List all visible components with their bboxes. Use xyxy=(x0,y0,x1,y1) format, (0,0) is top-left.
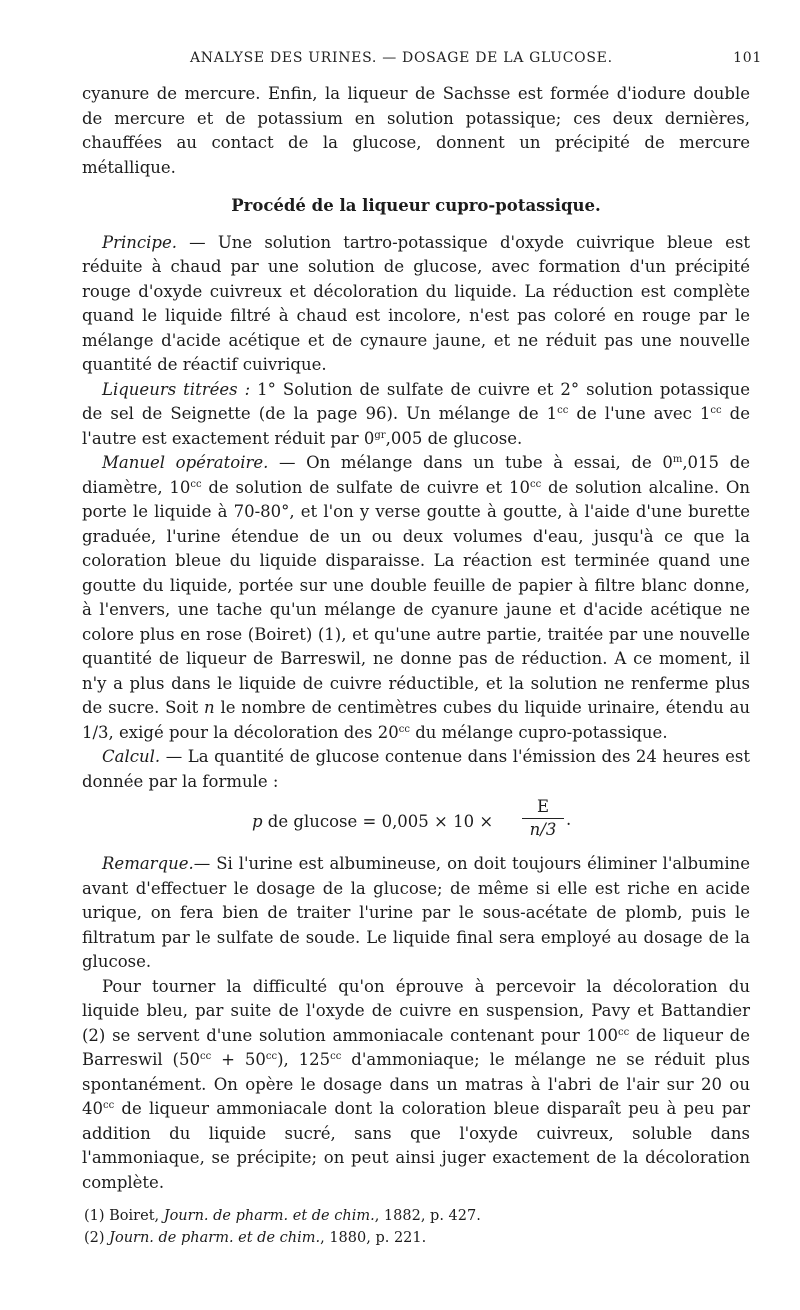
remarque-text: — Si l'urine est albumineuse, on doit toujours éliminer l'albumine avant d'effectuer le dosage de la glucose; de même si elle est riche en acide urique, on fera bien de traiter l'urine par le sous-acétate de plomb, puis le filtratum par le sulfate de soude. Le liquide final sera employé au dosage de la glucose. xyxy=(82,854,750,971)
variable-n: n xyxy=(204,698,215,717)
pavy-text-e: d'ammoniaque; le mélange ne se réduit plus spontanément. On opère le dosage dans un matras à l'abri de l'air sur 20 ou 40 xyxy=(82,1050,750,1118)
pavy-text-b: de liqueur de Barreswil (50 xyxy=(82,1025,750,1069)
liqueurs-text-c: de l'autre est exactement réduit par 0 xyxy=(82,404,750,448)
label-remarque: Remarque. xyxy=(102,854,194,873)
page-number: 101 xyxy=(733,50,762,66)
unit-m: m xyxy=(672,454,683,465)
running-header xyxy=(80,50,762,74)
formula-variable-p: p xyxy=(252,812,263,831)
manuel-text-c: de solution de sulfate de cuivre et 10 xyxy=(201,477,530,497)
paragraph-text: cyanure de mercure. Enfin, la liqueur de Sachsse est formée d'iodure double de mercure et de potassium en solution potassique; ces deux dernières, chauffées au contact de la glucose, donnent un précipité de mercure métallique. xyxy=(82,84,750,177)
unit-gr: gr xyxy=(374,429,386,441)
manuel-text-b: ,015 de diamètre, 10 xyxy=(82,453,751,497)
label-calcul: Calcul. xyxy=(102,747,161,766)
manuel-text-e: le nombre de centimètres cubes du liquide urinaire, étendu au 1/3, exigé pour la décoloration des 20 xyxy=(82,698,750,742)
unit-cc: cc xyxy=(103,1100,115,1111)
pavy-text-a: Pour tourner la difficulté qu'on éprouve à percevoir la décoloration du liquide bleu, par suite de l'oxyde de cuivre en suspension, Pavy et Battandier (2) se servent d'une solution ammoniacale contenant pour 100 xyxy=(82,976,750,1045)
footnote-1-journal: Journ. de pharm. et de chim. xyxy=(163,1208,375,1224)
section-heading: Procédé de la liqueur cupro-potassique. xyxy=(231,196,601,215)
unit-cc: cc xyxy=(200,1051,212,1062)
label-liqueurs: Liqueurs titrées : xyxy=(102,379,251,399)
paragraph-manuel xyxy=(82,451,750,745)
formula-lhs xyxy=(252,810,493,835)
paragraph-liqueurs xyxy=(82,378,750,452)
footnote-2 xyxy=(84,1227,750,1249)
pavy-text-f: de liqueur ammoniacale dont la coloration bleue disparaît peu à peu par addition du liquide sucré, sans que l'oxyde cuivreux, soluble dans l'ammoniaque, se précipite; on peut ainsi juger exactement de la décoloration complète. xyxy=(82,1099,750,1192)
footnote-1-author: Boiret, xyxy=(104,1208,164,1224)
principe-text: — Une solution tartro-potassique d'oxyde cuivrique bleue est réduite à chaud par une solution de glucose, avec formation d'un précipité rouge d'oxyde cuivreux et décoloration du liquide. La réduction est complète quand le liquide filtré à chaud est incolore, n'est pas coloré en rouge par le mélange d'acide acétique et de cynaure jaune, et ne réduit pas une nouvelle quantité de réactif cuivrique. xyxy=(82,232,750,374)
paragraph-remarque xyxy=(82,852,750,975)
footnotes xyxy=(82,1205,750,1249)
footnote-1 xyxy=(84,1205,750,1227)
footnote-1-citation: , 1882, p. 427. xyxy=(374,1208,481,1224)
formula-numerator: E xyxy=(522,796,564,819)
glucose-formula xyxy=(82,797,750,842)
manuel-text-f: du mélange cupro-potassique. xyxy=(409,722,668,742)
liqueurs-text-d: ,005 de glucose. xyxy=(385,428,523,448)
formula-lhs-text: de glucose = 0,005 × 10 × xyxy=(262,812,494,831)
liqueurs-text-a: 1° Solution de sulfate de cuivre et 2° solution potassique de sel de Seignette (de la page 96). Un mélange de 1 xyxy=(82,379,750,423)
running-title: ANALYSE DES URINES. — DOSAGE DE LA GLUCOSE. xyxy=(190,50,613,66)
paragraph-continuation xyxy=(82,82,750,180)
unit-cc: cc xyxy=(557,405,569,416)
pavy-text-c: + 50 xyxy=(211,1050,266,1069)
formula-fraction xyxy=(522,796,564,841)
unit-cc: cc xyxy=(617,1026,630,1038)
label-manuel: Manuel opératoire. xyxy=(102,453,269,472)
footnote-2-citation: , 1880, p. 221. xyxy=(320,1230,427,1246)
footnote-1-number: (1) xyxy=(84,1208,105,1224)
manuel-text-a: — On mélange dans un tube à essai, de 0 xyxy=(268,453,673,472)
footnote-2-journal: Journ. de pharm. et de chim. xyxy=(109,1230,321,1246)
unit-cc: cc xyxy=(330,1051,342,1062)
unit-cc: cc xyxy=(265,1051,278,1062)
label-principe: Principe. xyxy=(102,232,177,252)
calcul-text: — La quantité de glucose contenue dans l'émission des 24 heures est donnée par la formule : xyxy=(82,747,750,791)
paragraph-pavy xyxy=(82,975,750,1196)
liqueurs-text-b: de l'une avec 1 xyxy=(568,404,711,423)
formula-period: . xyxy=(566,810,572,829)
unit-cc: cc xyxy=(398,723,410,735)
unit-cc: cc xyxy=(710,405,722,416)
unit-cc: cc xyxy=(190,478,202,490)
manuel-text-d: de solution alcaline. On porte le liquide à 70-80°, et l'on y verse goutte à goutte, à l'aide d'une burette graduée, l'urine étendue de un ou deux volumes d'eau, jusqu'à ce que la coloration bleue du liquide disparaisse. La réaction est terminée quand une goutte du liquide, portée sur une double feuille de papier à filtre blanc donne, à l'envers, une tache qu'un mélange de cyanure jaune et d'acide acétique ne colore plus en rose (Boiret) (1), et qu'une autre partie, traitée par une nouvelle quantité de liqueur de Barreswil, ne donne pas de réduction. A ce moment, il n'y a plus dans le liquide de cuivre réductible, et la solution ne renferme plus de sucre. Soit xyxy=(82,477,751,717)
paragraph-principe xyxy=(82,231,750,378)
unit-cc: cc xyxy=(529,478,542,490)
formula-denominator: n/3 xyxy=(529,820,557,839)
pavy-text-d: ), 125 xyxy=(277,1050,331,1069)
footnote-2-number: (2) xyxy=(84,1230,105,1246)
paragraph-calcul xyxy=(82,745,750,794)
page-body xyxy=(82,82,750,1249)
